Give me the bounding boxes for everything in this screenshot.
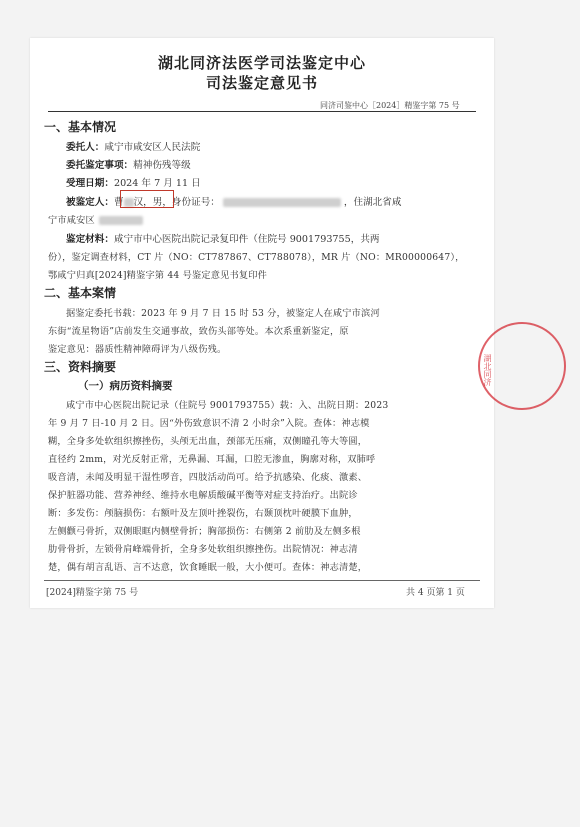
record-line: 年 9 月 7 日-10 月 2 日。因“外伤致意识不清 2 小时余”入院。查体：神志模 [48, 418, 370, 429]
materials-text-1: 咸宁市中心医院出院记录复印件（住院号 9001793755，共两 [113, 234, 380, 245]
appraisee-address-line: 宁市咸安区 [48, 212, 143, 226]
client-label: 委托人： [66, 142, 105, 153]
medical-records-subheading: （一）病历资料摘要 [78, 380, 173, 392]
client-value: 咸宁市咸安区人民法院 [104, 142, 201, 153]
appraisee-sex-id: ，男，身份证号： [143, 197, 220, 208]
document-number: 同济司鉴中心［2024］精鉴字第 75 号 [320, 101, 460, 110]
appraisee-name: 曹 汉 [113, 197, 144, 208]
side-seal [478, 322, 566, 410]
appraisee-address-1: ，住湖北省咸 [343, 197, 402, 208]
section2-heading: 二、基本案情 [44, 286, 117, 300]
appraisee-line [66, 194, 401, 208]
case-line-2: 东街“流星物语”店前发生交通事故，致伤头部等处。本次系重新鉴定，原 [48, 326, 349, 337]
section1-heading: 一、基本情况 [44, 120, 117, 134]
footer-doc-number: [2024]精鉴字第 75 号 [46, 588, 139, 598]
document-subtitle: 司法鉴定意见书 [205, 74, 318, 92]
record-line: 保护脏器功能、营养神经、维持水电解质酸碱平衡等对症支持治疗。出院诊 [48, 490, 358, 501]
record-line: 咸宁市中心医院出院记录（住院号 9001793755）载：入、出院日期：2023 [66, 400, 389, 411]
record-line: 直径约 2mm，对光反射正常，无鼻漏、耳漏，口腔无渗血，胸廓对称，双肺呼 [48, 454, 376, 465]
name-highlight-box [120, 190, 174, 208]
appraisee-label: 被鉴定人： [66, 197, 114, 208]
client-line [66, 139, 200, 153]
footer-divider [44, 580, 480, 581]
matter-value: 精神伤残等级 [133, 160, 191, 171]
materials-line [66, 231, 380, 245]
record-line: 断：多发伤：颅脑损伤：右额叶及左顶叶挫裂伤，右颞顶枕叶硬膜下血肿， [48, 508, 358, 519]
materials-label: 鉴定材料： [66, 234, 114, 245]
redacted-id-number [223, 198, 341, 207]
materials-text-3: 鄂咸宁归真[2024]精鉴字第 44 号鉴定意见书复印件 [48, 270, 268, 281]
footer-page-number: 共 4 页第 1 页 [406, 588, 465, 598]
record-line: 左侧颧弓骨折，双侧眼眶内侧壁骨折；胸部损伤：右侧第 2 前肋及左侧多根 [48, 526, 361, 537]
date-label: 受理日期： [66, 178, 114, 189]
case-line-1: 据鉴定委托书载：2023 年 9 月 7 日 15 时 53 分，被鉴定人在咸宁市滨河 [66, 308, 380, 319]
materials-text-2: 份），鉴定调查材料，CT 片（NO：CT787867、CT788078），MR 片（NO：MR00000647）， [48, 252, 465, 263]
section3-heading: 三、资料摘要 [44, 360, 117, 374]
record-line: 肋骨骨折，左锁骨肩峰端骨折，全身多处软组织擦挫伤。出院情况：神志清 [48, 544, 358, 555]
matter-line [66, 157, 191, 171]
matter-label: 委托鉴定事项： [66, 160, 134, 171]
date-value: 2024 年 7 月 11 日 [113, 178, 201, 189]
case-line-3: 鉴定意见：器质性精神障碍评为八级伤残。 [48, 344, 227, 355]
document-page [30, 38, 494, 608]
date-line [66, 175, 201, 189]
side-seal-text: 湖北同济 [483, 354, 492, 386]
record-line: 楚，偶有胡言乱语、言不达意，饮食睡眠一般，大小便可。查体：神志清楚， [48, 562, 368, 573]
record-line: 糊，全身多处软组织擦挫伤，头颅无出血，颈部无压痛，双侧瞳孔等大等圆， [48, 436, 368, 447]
header-divider [48, 111, 476, 112]
document-title: 湖北同济法医学司法鉴定中心 [157, 54, 366, 72]
redacted-address [99, 216, 143, 225]
record-line: 吸音清，未闻及明显干湿性啰音，四肢活动尚可。给予抗感染、化痰、激素、 [48, 472, 368, 483]
